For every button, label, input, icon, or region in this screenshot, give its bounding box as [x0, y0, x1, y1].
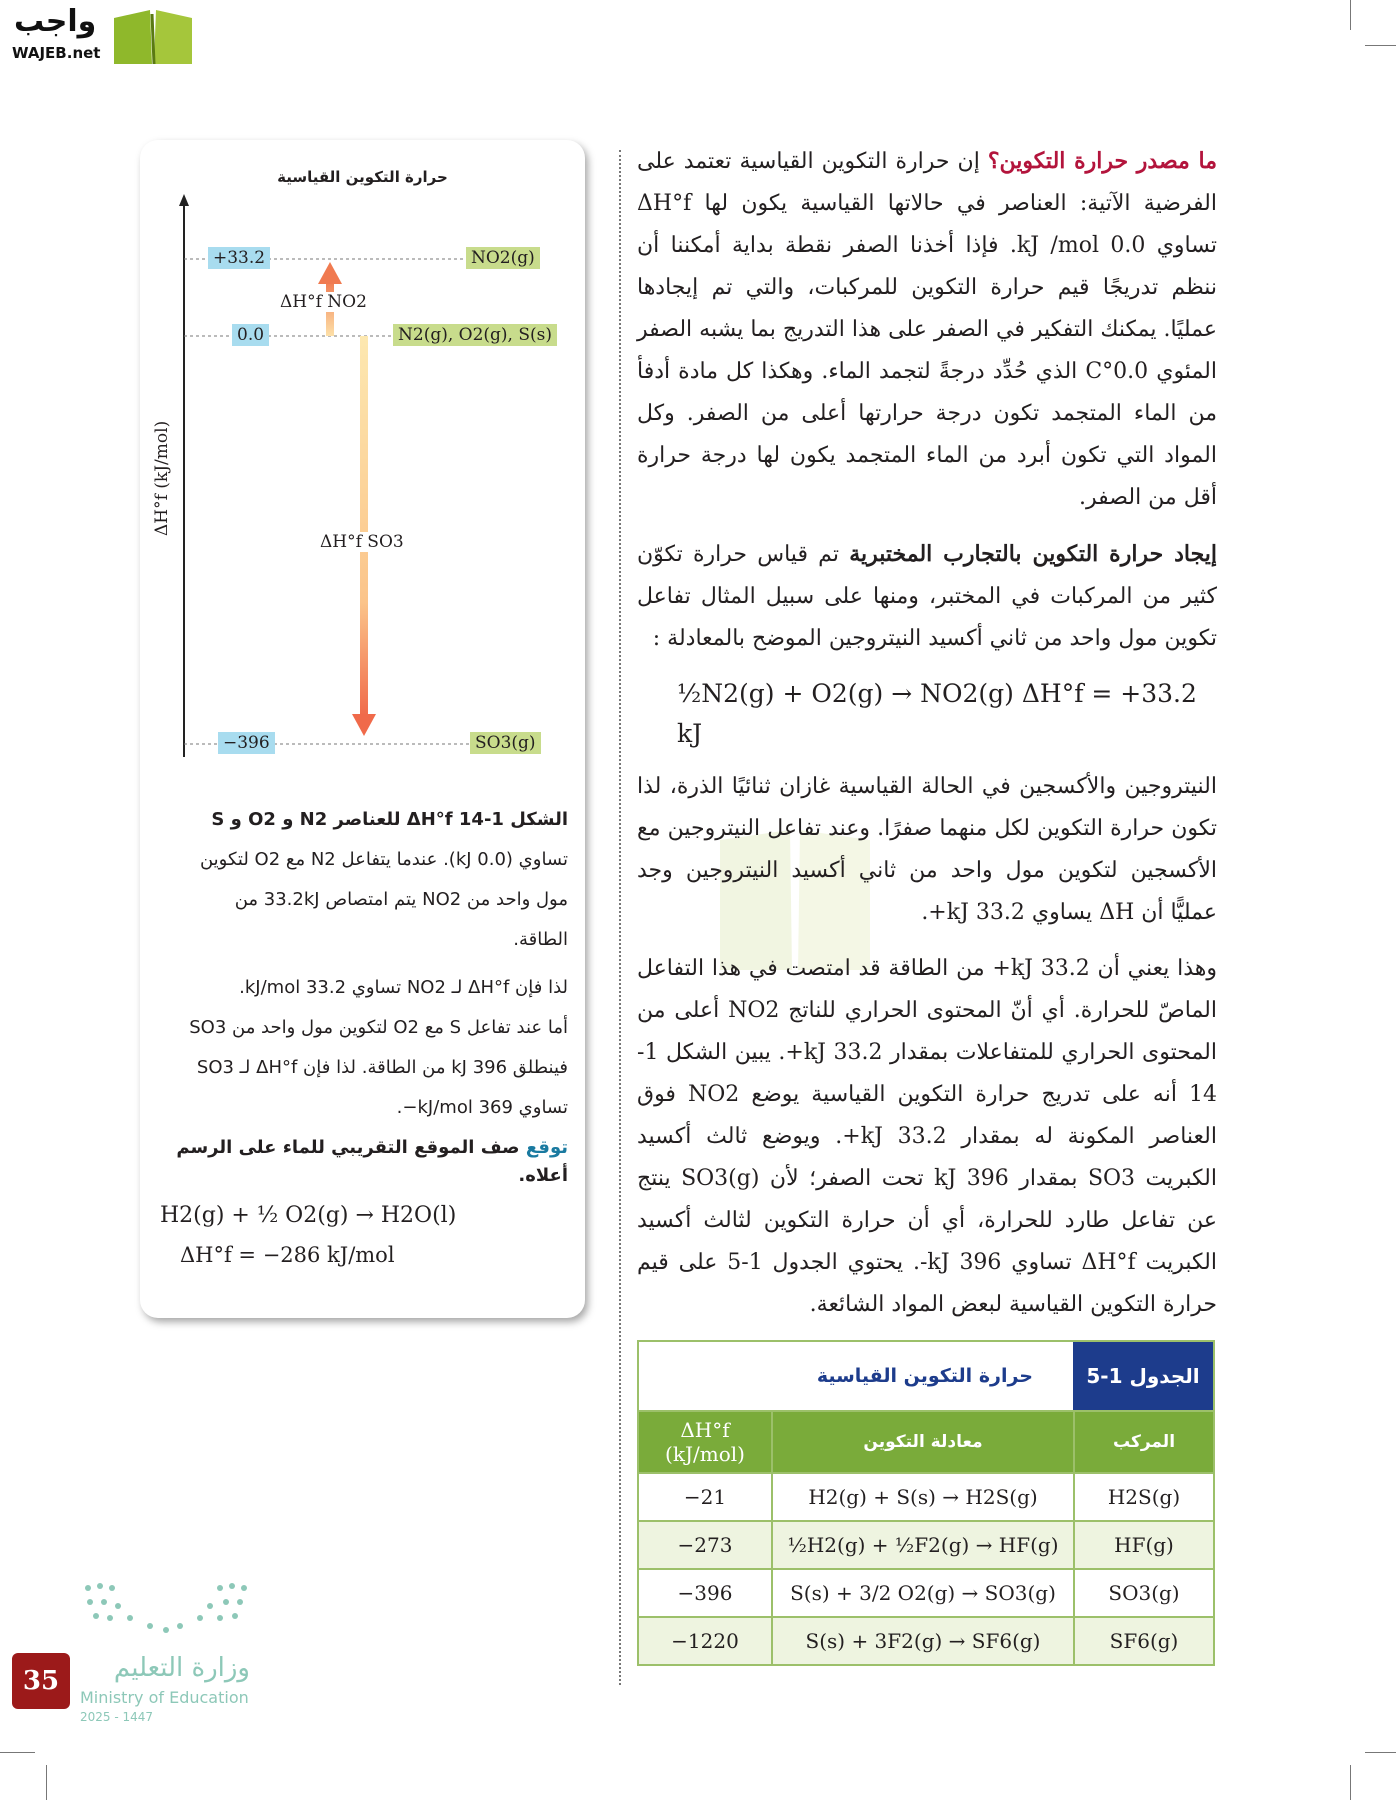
crop-mark: [1350, 0, 1351, 30]
table-row: SO3(g) S(s) + 3/2 O2(g) → SO3(g) −396: [638, 1569, 1214, 1617]
crop-mark: [0, 1752, 35, 1753]
figure-caption-2: لذا فإن ΔH°f لـ NO2 تساوي 33.2 kJ/mol. أما عند تفاعل S مع O2 لتكوين مول واحد من SO3 فينطلق 396 kJ من الطاقة. لذا فإن ΔH°f لـ SO3 تساوي 369 kJ/mol−.: [189, 977, 568, 1118]
logo-subtext: WAJEB.net: [12, 44, 101, 62]
crop-mark: [1350, 1765, 1351, 1800]
paragraph-so3: وهذا يعني أن 33.2 kJ+ من الطاقة قد امتصت في هذا التفاعل الماصّ للحرارة. أي أنّ المحتوى الحراري للناتج NO2 أعلى من المحتوى الحراري للمتفاعلات بمقدار 33.2 kJ+. يبين الشكل 1-14 أنه على تدريج حرارة التكوين القياسية يوضع NO2 فوق العناصر المكونة له بمقدار 33.2 kJ+. ويوضع ثالث أكسيد الكبريت SO3 بمقدار 396 kJ تحت الصفر؛ لأن SO3(g) ينتج عن تفاعل طارد للحرارة، أي أن حرارة التكوين لثالث أكسيد الكبريت ΔH°f تساوي 396 kJ-. يحتوي الجدول 1-5 على قيم حرارة التكوين القياسية لبعض المواد الشائعة.: [637, 956, 1217, 1317]
level-value: +33.2: [208, 247, 270, 269]
col-header-equation: معادلة التكوين: [772, 1411, 1074, 1473]
page-number-badge: 35: [12, 1653, 70, 1709]
arrow-up-label: ΔH°f NO2: [280, 292, 367, 312]
answer-equation: H2(g) + ½ O2(g) → H2O(l): [160, 1203, 457, 1228]
crop-mark: [1365, 45, 1396, 46]
enthalpy-diagram: [140, 140, 585, 780]
ministry-name-ar: وزارة التعليم: [113, 1653, 250, 1683]
crop-mark: [1365, 1752, 1396, 1753]
level-label: SO3(g): [470, 732, 541, 754]
level-value: −396: [218, 732, 275, 754]
predict-question: توقع صف الموقع التقريبي للماء على الرسم أعلاه.: [176, 1137, 568, 1186]
arrow-down-head: [352, 714, 376, 736]
table-title: حرارة التكوين القياسية: [816, 1365, 1033, 1387]
enthalpy-table: [637, 1340, 1215, 1666]
column-divider: [619, 150, 621, 1685]
col-header-enthalpy: ΔH°f (kJ/mol): [638, 1411, 772, 1473]
figure-caption: الشكل 1-14 ΔH°f للعناصر N2 و O2 و S تساوي (0.0 kJ). عندما يتفاعل N2 مع O2 لتكوين مول واحد من NO2 يتم امتصاص 33.2kJ من الطاقة.: [199, 809, 568, 950]
arrow-down-so3: [360, 336, 368, 716]
figure-text-flow: [160, 800, 568, 1270]
table-label: الجدول 1-5: [1073, 1342, 1213, 1410]
logo-text: واجب: [14, 4, 97, 39]
paragraph-lab: إيجاد حرارة التكوين بالتجارب المختبرية تم قياس حرارة تكوّن كثير من المركبات في المختبر، ومنها على سبيل المثال تفاعل تكوين مول واحد من ثاني أكسيد النيتروجين الموضح بالمعادلة :: [637, 541, 1217, 651]
answer-enthalpy: ΔH°f = −286 kJ/mol: [180, 1243, 395, 1267]
y-axis-arrowhead: [179, 194, 189, 206]
figure-card: [140, 140, 585, 1318]
figure-title: حرارة التكوين القياسية: [277, 168, 448, 186]
level-value: 0.0: [232, 324, 269, 346]
book-icon: [112, 8, 194, 66]
paragraph-source: ما مصدر حرارة التكوين؟ إن حرارة التكوين القياسية تعتمد على الفرضية الآتية: العناصر في حالاتها القياسية يكون لها ΔH°f تساوي 0.0 kJ /mol. فإذا أخذنا الصفر نقطة بداية أمكننا أن ننظم تدريجًا قيم حرارة التكوين للمركبات، والتي تم إيجادها عمليًا. يمكنك التفكير في الصفر على هذا التدريج بما يشبه الصفر المئوي 0.0°C الذي حُدِّد درجةً لتجمد الماء. وهكذا كل مادة أدفأ من الماء المتجمد تكون درجة حرارتها أعلى من الصفر. وكل المواد التي تكون أبرد من الماء المتجمد يكون لها درجة حرارة أقل من الصفر.: [637, 148, 1218, 510]
ministry-name-en: Ministry of Education: [80, 1688, 249, 1707]
ministry-logo: [80, 1578, 255, 1728]
y-axis-label: ΔH°f (kJ/mol): [152, 417, 172, 540]
table-row: SF6(g) S(s) + 3F2(g) → SF6(g) −1220: [638, 1617, 1214, 1665]
year-label: 2025 - 1447: [80, 1710, 154, 1724]
no2-equation: ½N2(g) + O2(g) → NO2(g) ΔH°f = +33.2 kJ: [677, 679, 1197, 748]
table-row: H2S(g) H2(g) + S(s) → H2S(g) −21: [638, 1473, 1214, 1521]
col-header-compound: المركب: [1074, 1411, 1214, 1473]
main-column: [637, 140, 1217, 1666]
paragraph-n2-o2: النيتروجين والأكسجين في الحالة القياسية غازان ثنائيًا الذرة، لذا تكون حرارة التكوين لكل منهما صفرًا. وعند تفاعل النيتروجين مع الأكسجين لتكوين مول واحد من ثاني أكسيد النيتروجين وجد عمليًّا أن ΔH يساوي 33.2 kJ+.: [637, 774, 1217, 925]
crop-mark: [46, 1765, 47, 1800]
arrow-down-label: ΔH°f SO3: [320, 532, 404, 552]
arrow-up-head: [318, 262, 342, 284]
table-row: HF(g) ½H2(g) + ½F2(g) → HF(g) −273: [638, 1521, 1214, 1569]
level-label: N2(g), O2(g), S(s): [393, 324, 557, 346]
wajeb-logo[interactable]: [8, 4, 198, 68]
level-label: NO2(g): [466, 247, 540, 269]
ministry-dots-icon: [80, 1578, 255, 1638]
